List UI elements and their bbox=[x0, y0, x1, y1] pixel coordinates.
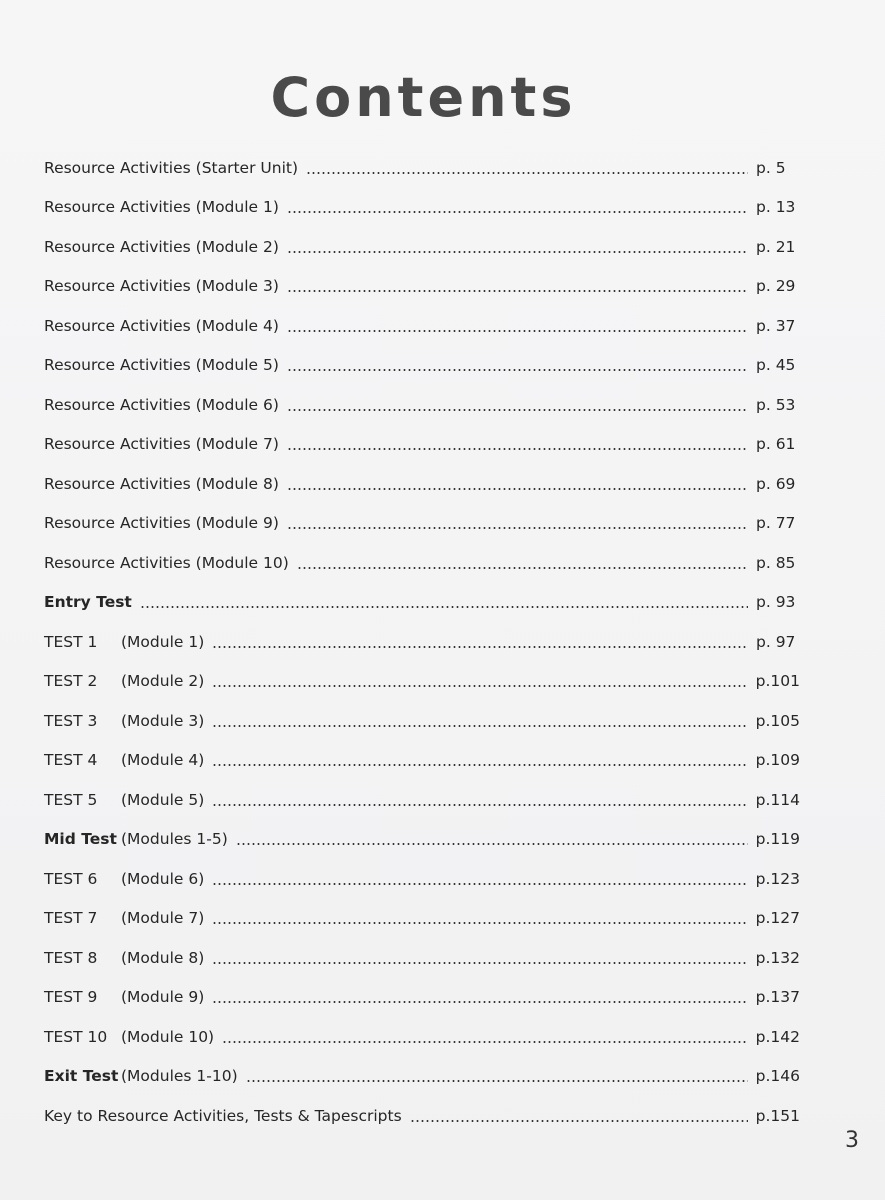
dot-leader bbox=[287, 210, 748, 214]
entry-page-number: p. 21 bbox=[756, 237, 796, 256]
entry-page-number: p. 97 bbox=[756, 632, 796, 651]
dot-leader bbox=[212, 803, 747, 807]
entry-title: Resource Activities (Starter Unit) bbox=[44, 158, 298, 177]
toc-entry[interactable] bbox=[44, 859, 800, 899]
page-title: Contents bbox=[270, 66, 577, 129]
entry-title: Key to Resource Activities, Tests & Tapescripts bbox=[44, 1106, 402, 1125]
dot-leader bbox=[287, 487, 748, 491]
toc-entry-label bbox=[44, 198, 279, 216]
entry-title: Resource Activities (Module 6) bbox=[44, 395, 279, 414]
entry-page-number: p. 5 bbox=[756, 158, 786, 177]
entry-page-number: p. 53 bbox=[756, 395, 796, 414]
toc-entry-label bbox=[44, 238, 279, 256]
entry-page-number: p. 37 bbox=[756, 316, 796, 335]
dot-leader bbox=[212, 961, 747, 965]
dot-leader bbox=[212, 763, 747, 767]
toc-entry-label bbox=[44, 988, 204, 1006]
dot-leader bbox=[212, 921, 747, 925]
entry-page-number: p. 93 bbox=[756, 593, 796, 612]
test-module: (Module 1) bbox=[121, 632, 205, 651]
test-module: (Module 10) bbox=[121, 1027, 215, 1046]
toc-entry-label bbox=[44, 356, 279, 374]
toc-entry[interactable] bbox=[44, 543, 800, 583]
toc-entry-label bbox=[44, 909, 204, 927]
dot-leader bbox=[297, 566, 748, 570]
entry-title: Entry Test bbox=[44, 593, 132, 612]
toc-entry[interactable] bbox=[44, 1057, 800, 1097]
toc-entry-label bbox=[44, 633, 204, 651]
dot-leader bbox=[236, 842, 748, 846]
test-name: TEST 1 bbox=[44, 632, 98, 651]
toc-entry[interactable] bbox=[44, 267, 800, 307]
toc-entry[interactable] bbox=[44, 385, 800, 425]
test-name: TEST 3 bbox=[44, 711, 98, 730]
dot-leader bbox=[246, 1079, 748, 1083]
dot-leader bbox=[287, 408, 748, 412]
toc-entry[interactable] bbox=[44, 938, 800, 978]
toc-entry[interactable] bbox=[44, 1096, 800, 1136]
dot-leader bbox=[287, 526, 748, 530]
entry-page-number: p.146 bbox=[755, 1067, 800, 1086]
dot-leader bbox=[212, 882, 747, 886]
dot-leader bbox=[140, 605, 748, 609]
toc-entry-label bbox=[44, 159, 298, 177]
toc-entry-label bbox=[44, 317, 279, 335]
test-name: TEST 6 bbox=[44, 869, 98, 888]
toc-entry-label bbox=[44, 554, 289, 572]
entry-title: Resource Activities (Module 8) bbox=[44, 474, 279, 493]
toc-entry-label bbox=[44, 1067, 238, 1085]
toc-entry[interactable] bbox=[44, 741, 800, 781]
dot-leader bbox=[410, 1119, 748, 1123]
toc-entry[interactable] bbox=[44, 583, 800, 623]
entry-page-number: p.105 bbox=[755, 711, 800, 730]
dot-leader bbox=[212, 724, 747, 728]
test-module: (Module 2) bbox=[121, 672, 205, 691]
dot-leader bbox=[212, 684, 747, 688]
toc-entry-label bbox=[44, 870, 204, 888]
test-name: Exit Test bbox=[44, 1067, 119, 1086]
entry-title: Resource Activities (Module 4) bbox=[44, 316, 279, 335]
toc-entry-label bbox=[44, 791, 204, 809]
entry-page-number: p.109 bbox=[755, 751, 800, 770]
test-module: (Module 8) bbox=[121, 948, 205, 967]
toc-entry-label bbox=[44, 949, 204, 967]
entry-page-number: p. 69 bbox=[756, 474, 796, 493]
entry-page-number: p.127 bbox=[755, 909, 800, 928]
toc-entry[interactable] bbox=[44, 425, 800, 465]
dot-leader bbox=[287, 329, 748, 333]
entry-title: Resource Activities (Module 1) bbox=[44, 198, 279, 217]
toc-entry-label bbox=[44, 475, 279, 493]
toc-entry[interactable] bbox=[44, 662, 800, 702]
dot-leader bbox=[212, 1000, 747, 1004]
toc-entry-label bbox=[44, 751, 204, 769]
toc-entry[interactable] bbox=[44, 701, 800, 741]
entry-title: Resource Activities (Module 10) bbox=[44, 553, 289, 572]
entry-title: Resource Activities (Module 5) bbox=[44, 356, 279, 375]
entry-page-number: p.132 bbox=[755, 948, 800, 967]
test-name: TEST 2 bbox=[44, 672, 98, 691]
dot-leader bbox=[287, 289, 748, 293]
test-name: TEST 10 bbox=[44, 1027, 108, 1046]
toc-entry-label bbox=[44, 1107, 402, 1125]
dot-leader bbox=[287, 368, 748, 372]
test-module: (Module 7) bbox=[121, 909, 205, 928]
toc-entry[interactable] bbox=[44, 148, 800, 188]
entry-page-number: p.151 bbox=[755, 1106, 800, 1125]
toc-entry[interactable] bbox=[44, 780, 800, 820]
test-module: (Modules 1-5) bbox=[121, 830, 228, 849]
toc-entry[interactable] bbox=[44, 504, 800, 544]
test-name: TEST 9 bbox=[44, 988, 98, 1007]
toc-entry-label bbox=[44, 435, 279, 453]
entry-page-number: p.142 bbox=[755, 1027, 800, 1046]
toc-entry[interactable] bbox=[44, 820, 800, 860]
toc-entry[interactable] bbox=[44, 306, 800, 346]
entry-page-number: p.119 bbox=[755, 830, 800, 849]
test-name: TEST 5 bbox=[44, 790, 98, 809]
entry-page-number: p. 13 bbox=[756, 198, 796, 217]
entry-page-number: p. 77 bbox=[756, 514, 796, 533]
toc-entry-label bbox=[44, 277, 279, 295]
entry-page-number: p.123 bbox=[755, 869, 800, 888]
entry-title: Resource Activities (Module 7) bbox=[44, 435, 279, 454]
entry-page-number: p. 29 bbox=[756, 277, 796, 296]
toc-entry-label bbox=[44, 593, 132, 611]
page-number: 3 bbox=[845, 1128, 859, 1153]
toc-entry-label bbox=[44, 396, 279, 414]
test-name: Mid Test bbox=[44, 830, 117, 849]
table-of-contents bbox=[44, 148, 800, 1136]
entry-page-number: p. 61 bbox=[756, 435, 796, 454]
toc-entry[interactable] bbox=[44, 1017, 800, 1057]
entry-page-number: p.137 bbox=[755, 988, 800, 1007]
entry-page-number: p. 85 bbox=[756, 553, 796, 572]
toc-entry[interactable] bbox=[44, 899, 800, 939]
toc-entry[interactable] bbox=[44, 978, 800, 1018]
toc-entry-label bbox=[44, 514, 279, 532]
test-module: (Module 6) bbox=[121, 869, 205, 888]
toc-entry[interactable] bbox=[44, 227, 800, 267]
entry-page-number: p.101 bbox=[755, 672, 800, 691]
dot-leader bbox=[222, 1040, 748, 1044]
toc-entry[interactable] bbox=[44, 188, 800, 228]
toc-entry-label bbox=[44, 830, 228, 848]
test-module: (Module 9) bbox=[121, 988, 205, 1007]
test-module: (Modules 1-10) bbox=[121, 1067, 238, 1086]
toc-entry[interactable] bbox=[44, 346, 800, 386]
test-name: TEST 7 bbox=[44, 909, 98, 928]
dot-leader bbox=[287, 250, 748, 254]
dot-leader bbox=[287, 447, 748, 451]
entry-title: Resource Activities (Module 3) bbox=[44, 277, 279, 296]
entry-page-number: p.114 bbox=[755, 790, 800, 809]
test-name: TEST 8 bbox=[44, 948, 98, 967]
toc-entry[interactable] bbox=[44, 622, 800, 662]
toc-entry-label bbox=[44, 712, 204, 730]
toc-entry[interactable] bbox=[44, 464, 800, 504]
test-module: (Module 4) bbox=[121, 751, 205, 770]
test-name: TEST 4 bbox=[44, 751, 98, 770]
dot-leader bbox=[306, 171, 748, 175]
test-module: (Module 3) bbox=[121, 711, 205, 730]
dot-leader bbox=[212, 645, 748, 649]
toc-entry-label bbox=[44, 1028, 214, 1046]
test-module: (Module 5) bbox=[121, 790, 205, 809]
entry-page-number: p. 45 bbox=[756, 356, 796, 375]
entry-title: Resource Activities (Module 9) bbox=[44, 514, 279, 533]
toc-entry-label bbox=[44, 672, 204, 690]
entry-title: Resource Activities (Module 2) bbox=[44, 237, 279, 256]
